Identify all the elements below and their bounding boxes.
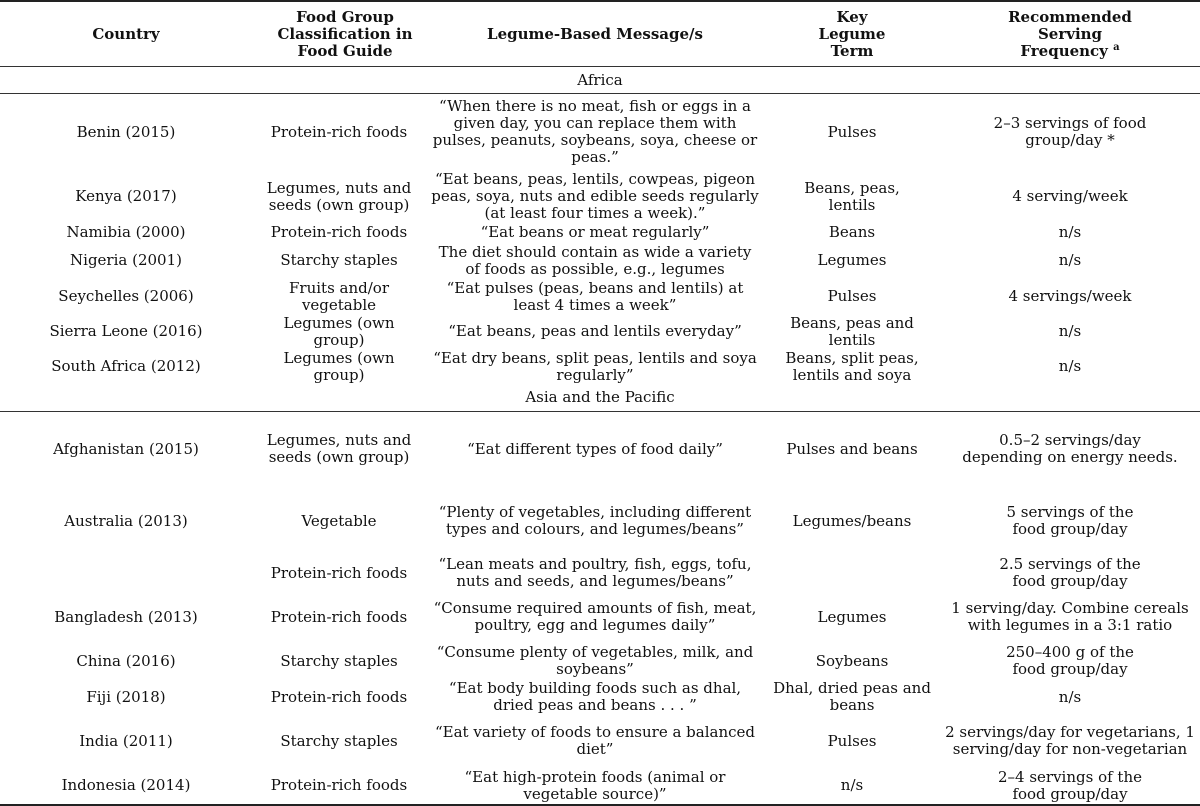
table-row: [0, 315, 1200, 349]
cell-frequency: 1 serving/day. Combine cereals with legumes in a 3:1 ratio: [951, 599, 1189, 634]
cell-country: Seychelles (2006): [58, 287, 194, 305]
table-row: [0, 279, 1200, 315]
table-row: [0, 243, 1200, 279]
cell-key-term: Dhal, dried peas and beans: [773, 679, 931, 714]
cell-frequency: 2–3 servings of food group/day *: [993, 114, 1147, 150]
cell-food-group: Legumes, nuts and seeds (own group): [266, 431, 412, 467]
cell-frequency: n/s: [1058, 687, 1082, 706]
cell-key-term: Pulses: [827, 731, 877, 750]
cell-message: “Eat pulses (peas, beans and lentils) at least 4 times a week”: [446, 278, 744, 314]
cell-frequency: n/s: [1058, 357, 1082, 375]
cell-message: “Eat high-protein foods (animal or vegetable source)”: [426, 767, 764, 805]
cell-country: India (2011): [79, 731, 173, 750]
table-row: [0, 643, 1200, 679]
region-row-asia: [0, 385, 1200, 412]
cell-country: Namibia (2000): [66, 223, 186, 241]
cell-food-group: Protein-rich foods: [252, 767, 426, 805]
cell-country: Afghanistan (2015): [53, 439, 199, 458]
cell-frequency: n/s: [1058, 322, 1082, 340]
cell-frequency: 4 servings/week: [1008, 287, 1132, 305]
cell-message: “Lean meats and poultry, fish, eggs, tofu, nuts and seeds, and legumes/beans”: [438, 555, 752, 590]
cell-country: China (2016): [76, 651, 176, 670]
cell-frequency: n/s: [1058, 251, 1082, 269]
cell-key-term: [764, 555, 940, 591]
header-key-term: Key Legume Term: [764, 1, 940, 67]
cell-key-term: Pulses: [827, 122, 877, 141]
cell-food-group: Starchy staples: [280, 251, 398, 269]
cell-message: “Eat dry beans, split peas, lentils and soya regularly”: [433, 348, 757, 384]
cell-food-group: Starchy staples: [280, 731, 398, 750]
cell-key-term: Legumes: [817, 607, 887, 626]
cell-country: [0, 555, 252, 591]
header-frequency: [940, 1, 1200, 67]
cell-key-term: Beans, split peas, lentils and soya: [785, 348, 919, 384]
region-asia-pacific: Asia and the Pacific: [0, 385, 1200, 412]
cell-country: Sierra Leone (2016): [49, 322, 203, 340]
cell-key-term: Beans, peas and lentils: [790, 313, 914, 349]
table-row: [0, 555, 1200, 591]
table-row: [0, 223, 1200, 243]
cell-message: “Eat body building foods such as dhal, dried peas and beans . . . ”: [448, 679, 742, 714]
cell-message: “Plenty of vegetables, including different types and colours, and legumes/beans”: [438, 503, 752, 538]
cell-country: Benin (2015): [76, 122, 176, 141]
cell-frequency: 4 serving/week: [1012, 187, 1128, 205]
cell-frequency: n/s: [1058, 223, 1082, 241]
cell-message: “Eat beans, peas and lentils everyday”: [448, 322, 742, 340]
cell-country: Australia (2013): [64, 511, 188, 530]
cell-message: The diet should contain as wide a variety of foods as possible, e.g., legumes: [438, 242, 752, 278]
table-row: [0, 411, 1200, 487]
cell-country: Bangladesh (2013): [54, 607, 198, 626]
cell-key-term: Beans, peas, lentils: [804, 178, 900, 214]
cell-key-term: Pulses: [827, 287, 877, 305]
cell-message: “Eat beans or meat regularly”: [480, 223, 710, 241]
cell-country: Indonesia (2014): [0, 767, 252, 805]
cell-country: Kenya (2017): [75, 187, 177, 205]
table-row: [0, 171, 1200, 223]
cell-message: “Eat variety of foods to ensure a balanced diet”: [435, 723, 755, 758]
header-row: [0, 1, 1200, 67]
table-row: [0, 767, 1200, 805]
cell-food-group: Vegetable: [301, 511, 377, 530]
header-country: Country: [0, 1, 252, 67]
table-row: [0, 349, 1200, 385]
cell-food-group: Starchy staples: [280, 651, 398, 670]
table-row: [0, 487, 1200, 555]
region-africa: Africa: [0, 67, 1200, 94]
cell-message: “Consume plenty of vegetables, milk, and soybeans”: [436, 643, 754, 678]
cell-food-group: Legumes (own group): [283, 313, 395, 349]
header-frequency-footnote-mark: a: [1113, 41, 1120, 53]
header-message: Legume-Based Message/s: [426, 1, 764, 67]
table-row: [0, 94, 1200, 171]
cell-message: “Consume required amounts of fish, meat, poultry, egg and legumes daily”: [433, 599, 757, 634]
cell-food-group: Protein-rich foods: [270, 223, 408, 241]
cell-country: Fiji (2018): [86, 687, 166, 706]
table-row: [0, 679, 1200, 715]
header-frequency-label: Recommended Serving Frequency: [1008, 7, 1132, 60]
cell-food-group: Legumes, nuts and seeds (own group): [266, 178, 412, 214]
cell-key-term: Beans: [828, 223, 876, 241]
cell-frequency: 2–4 servings of the food group/day: [940, 767, 1200, 805]
cell-food-group: Fruits and/or vegetable: [289, 278, 389, 314]
cell-frequency: 2.5 servings of the food group/day: [999, 555, 1141, 590]
cell-food-group: Protein-rich foods: [270, 563, 408, 582]
cell-key-term: Legumes/beans: [792, 511, 912, 530]
header-food-group: Food Group Classification in Food Guide: [252, 1, 426, 67]
cell-key-term: Soybeans: [815, 651, 889, 670]
cell-frequency: 5 servings of the food group/day: [1006, 503, 1134, 538]
cell-key-term: n/s: [764, 767, 940, 805]
cell-country: South Africa (2012): [51, 357, 201, 375]
cell-food-group: Protein-rich foods: [270, 607, 408, 626]
cell-frequency: 250–400 g of the food group/day: [1006, 643, 1134, 678]
cell-country: Nigeria (2001): [70, 251, 182, 269]
cell-frequency: 0.5–2 servings/day depending on energy needs.: [962, 431, 1178, 467]
cell-frequency: 2 servings/day for vegetarians, 1 serving/day for non-vegetarian: [945, 723, 1195, 758]
cell-message: “Eat beans, peas, lentils, cowpeas, pigeon peas, soya, nuts and edible seeds regularly (at least four times a week).”: [431, 170, 759, 222]
table-row: [0, 591, 1200, 643]
cell-food-group: Legumes (own group): [283, 348, 395, 384]
table-row: [0, 715, 1200, 767]
cell-food-group: Protein-rich foods: [270, 122, 408, 141]
cell-message: “When there is no meat, fish or eggs in a given day, you can replace them with pulses, peanuts, soybeans, soya, cheese or peas.”: [432, 97, 758, 167]
region-row-africa: [0, 67, 1200, 94]
cell-food-group: Protein-rich foods: [270, 687, 408, 706]
cell-key-term: Legumes: [817, 251, 887, 269]
cell-message: “Eat different types of food daily”: [467, 439, 723, 458]
cell-key-term: Pulses and beans: [786, 439, 918, 458]
